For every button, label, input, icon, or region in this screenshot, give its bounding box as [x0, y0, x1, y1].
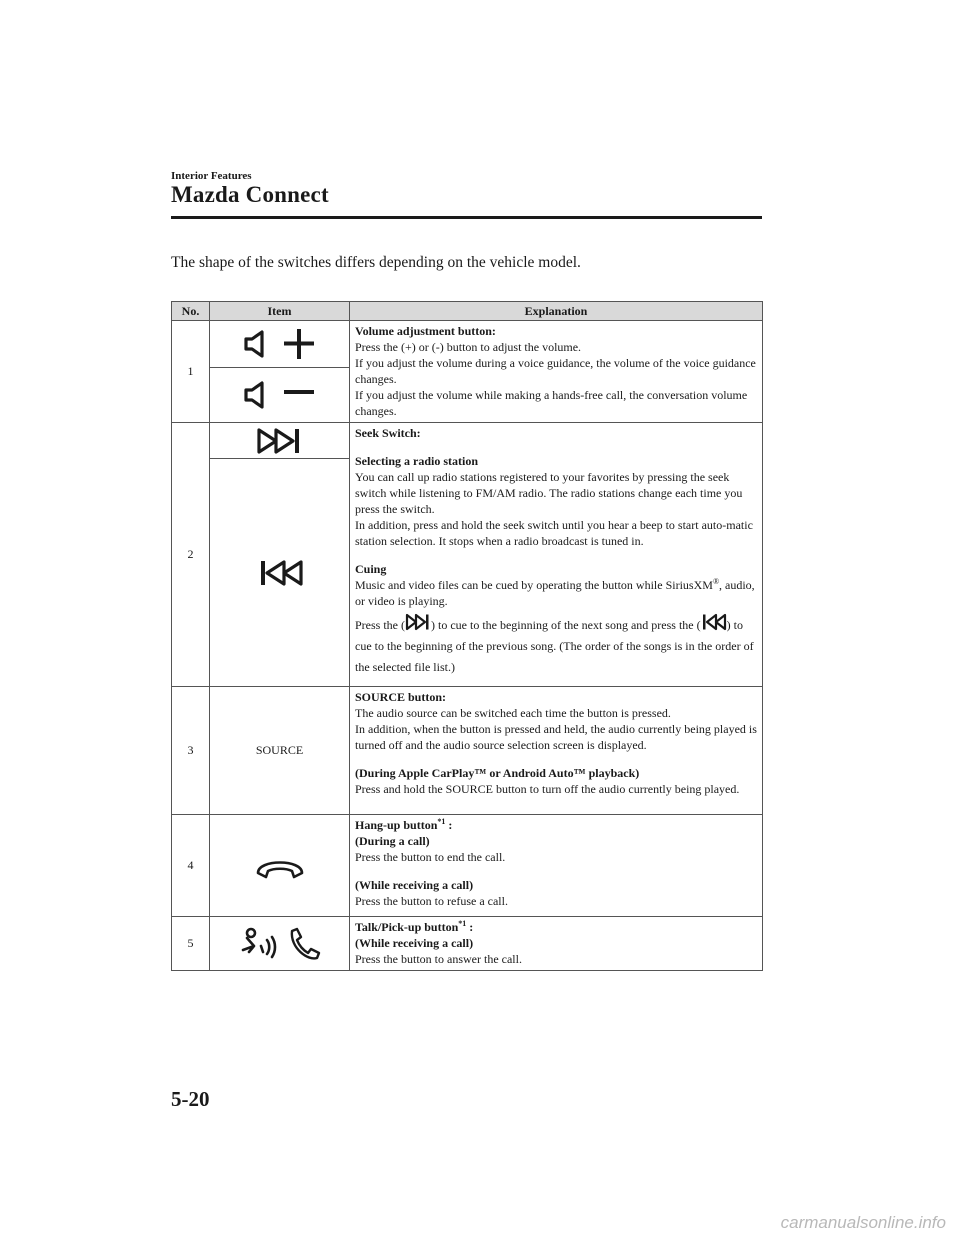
hang-up-icon	[248, 849, 312, 883]
watermark: carmanualsonline.info	[780, 1213, 946, 1232]
seek-explanation	[350, 423, 763, 687]
header-explanation: Explanation	[350, 302, 763, 321]
row-number: 5	[172, 917, 210, 971]
row-number: 3	[172, 687, 210, 815]
hang-up-explanation	[350, 815, 763, 917]
volume-line: If you adjust the volume while making a hands-free call, the conversation volume changes.	[355, 388, 748, 418]
source-line: Press and hold the SOURCE button to turn off the audio currently being played.	[355, 782, 740, 796]
source-line: In addition, when the button is pressed and held, the audio currently being played is turned off and the audio source selection screen is displayed.	[355, 722, 757, 752]
hang-up-cell	[210, 815, 350, 917]
seek-backward-icon	[255, 558, 305, 588]
title-rule	[171, 216, 762, 219]
hang-up-subheading: (While receiving a call)	[355, 878, 474, 892]
volume-down-icon	[240, 378, 320, 412]
header-no: No.	[172, 302, 210, 321]
volume-up-icon	[240, 327, 320, 361]
seek-subheading: Selecting a radio station	[355, 454, 478, 468]
cuing-line: Music and video files can be cued by operating the button while SiriusXM®, audio, or video is playing.	[355, 577, 755, 608]
seek-backward-icon	[701, 613, 727, 631]
source-subheading: (During Apple CarPlay™ or Android Auto™ playback)	[355, 766, 640, 780]
hang-up-subheading: (During a call)	[355, 834, 430, 848]
row-number: 1	[172, 321, 210, 423]
volume-line: If you adjust the volume during a voice guidance, the volume of the voice guidance changes.	[355, 356, 756, 386]
section-label: Interior Features	[171, 170, 252, 182]
hang-up-heading: Hang-up button$^{*1}$ :	[355, 817, 453, 832]
hang-up-line: Press the button to refuse a call.	[355, 894, 508, 908]
cuing-instructions: Press the ( ) to cue to the beginning of the next song and press the ( ) to cue to the beginning of the previous song. (The order of the songs is in the order of the selected file list.)	[355, 613, 759, 678]
volume-up-cell	[210, 321, 350, 368]
talk-pick-up-cell	[210, 917, 350, 971]
seek-heading: Seek Switch:	[355, 426, 421, 440]
cuing-subheading: Cuing	[355, 562, 387, 576]
seek-line: In addition, press and hold the seek switch until you hear a beep to start auto-matic station selection. It stops when a radio broadcast is tuned in.	[355, 518, 753, 548]
talk-pick-up-explanation	[350, 917, 763, 971]
hang-up-line: Press the button to end the call.	[355, 850, 506, 864]
header-item: Item	[210, 302, 350, 321]
page-number: 5-20	[171, 1087, 210, 1111]
volume-down-cell	[210, 368, 350, 423]
talk-icon	[238, 924, 322, 964]
table-row	[172, 321, 763, 368]
talk-line: Press the button to answer the call.	[355, 952, 522, 966]
seek-line: You can call up radio stations registered to your favorites by pressing the seek switch while listening to FM/AM radio. The radio stations change each time you press the switch.	[355, 470, 743, 516]
table-header-row	[172, 302, 763, 321]
volume-explanation	[350, 321, 763, 423]
source-item: SOURCE	[210, 687, 350, 815]
source-line: The audio source can be switched each time the button is pressed.	[355, 706, 671, 720]
talk-subheading: (While receiving a call)	[355, 936, 474, 950]
source-explanation	[350, 687, 763, 815]
row-number: 4	[172, 815, 210, 917]
table-row	[172, 917, 763, 971]
volume-heading: Volume adjustment button:	[355, 324, 496, 338]
seek-forward-cell	[210, 423, 350, 459]
talk-heading: Talk/Pick-up button$^{*1}$ :	[355, 919, 474, 934]
table-row	[172, 815, 763, 917]
row-number: 2	[172, 423, 210, 687]
seek-forward-icon	[255, 426, 305, 456]
seek-backward-cell	[210, 459, 350, 687]
switch-table	[171, 301, 763, 971]
table-row	[172, 423, 763, 459]
page-title: Mazda Connect	[171, 182, 329, 207]
table-row	[172, 687, 763, 815]
seek-forward-icon	[405, 613, 431, 631]
volume-line: Press the (+) or (-) button to adjust the volume.	[355, 340, 582, 354]
source-heading: SOURCE button:	[355, 690, 447, 704]
intro-text: The shape of the switches differs depending on the vehicle model.	[171, 254, 581, 271]
